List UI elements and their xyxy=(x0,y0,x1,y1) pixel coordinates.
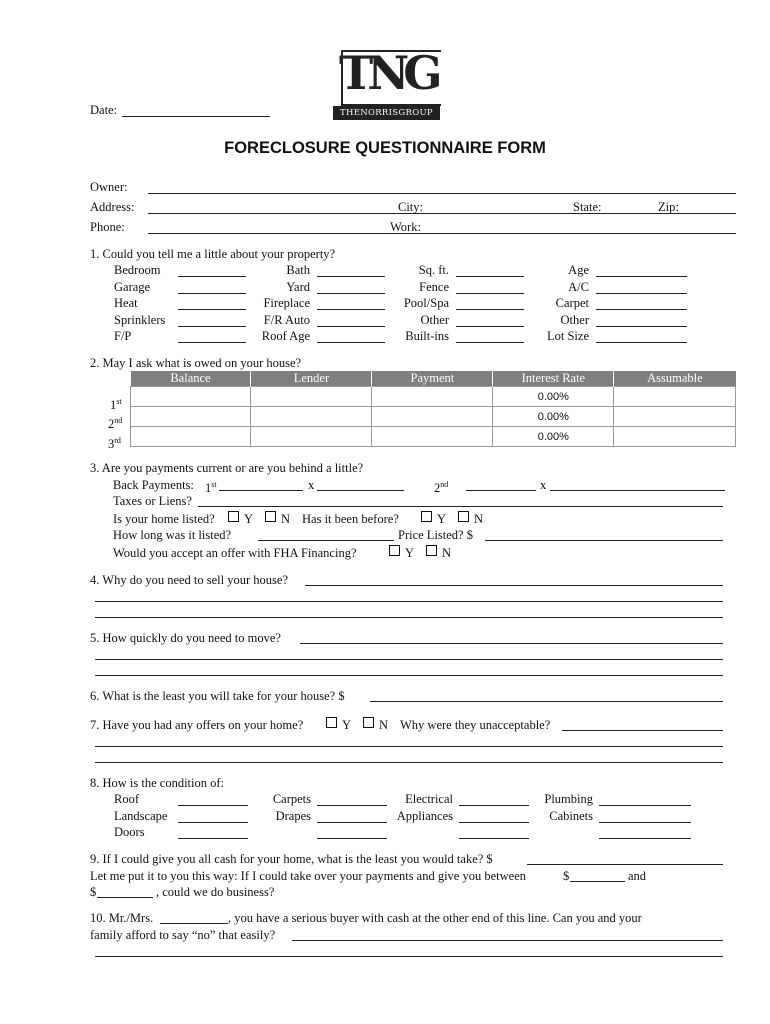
q7-question: 7. Have you had any offers on your home? xyxy=(90,718,304,732)
form-title: FORECLOSURE QUESTIONNAIRE FORM xyxy=(224,139,546,157)
q1-item-field[interactable] xyxy=(317,309,385,310)
q7-field[interactable] xyxy=(95,746,723,747)
address-label: Address: xyxy=(90,200,135,214)
before-yes-checkbox[interactable] xyxy=(421,511,432,522)
city-label: City: xyxy=(398,200,424,214)
q5-field[interactable] xyxy=(95,675,723,676)
yes-label: Y xyxy=(342,718,352,732)
no-label: N xyxy=(474,512,484,526)
price-listed-label: Price Listed? $ xyxy=(398,528,473,542)
taxes-field[interactable] xyxy=(198,506,723,507)
q9-high-amount-field[interactable] xyxy=(97,897,153,898)
yes-label: Y xyxy=(405,546,415,560)
assumable-cell[interactable] xyxy=(614,407,736,427)
before-no-checkbox[interactable] xyxy=(458,511,469,522)
lender-cell[interactable] xyxy=(251,407,372,427)
offers-yes-checkbox[interactable] xyxy=(326,717,337,728)
q3-question: 3. Are you payments current or are you behind a little? xyxy=(90,461,364,475)
q1-item-field[interactable] xyxy=(178,309,246,310)
zip-label: Zip: xyxy=(658,200,679,214)
q8-item-field[interactable] xyxy=(459,822,529,823)
q8-question: 8. How is the condition of: xyxy=(90,776,225,790)
q1-item-field[interactable] xyxy=(178,326,246,327)
work-label: Work: xyxy=(390,220,421,234)
q1-item-field[interactable] xyxy=(456,293,524,294)
q8-item-label: Plumbing xyxy=(544,792,593,806)
q9-dollar: $ xyxy=(563,869,570,883)
no-label: N xyxy=(281,512,291,526)
q1-item-field[interactable] xyxy=(596,293,687,294)
header-payment: Payment xyxy=(372,371,493,387)
listed-no-checkbox[interactable] xyxy=(265,511,276,522)
q9-line2: Let me put it to you this way: If I could take over your payments and give you between xyxy=(90,869,526,883)
q1-item-label: Lot Size xyxy=(546,329,589,344)
q1-item-label: Roof Age xyxy=(261,329,310,344)
date-field[interactable] xyxy=(122,116,270,117)
no-label: N xyxy=(442,546,452,560)
q8-item-field[interactable] xyxy=(599,838,691,839)
q1-item-field[interactable] xyxy=(596,276,687,277)
interest-cell[interactable]: 0.00% xyxy=(493,407,614,427)
q9-low-amount-field[interactable] xyxy=(570,881,625,882)
q1-item-label: A/C xyxy=(568,279,589,294)
yes-label: Y xyxy=(244,512,254,526)
q8-item-field[interactable] xyxy=(178,822,248,823)
how-long-field[interactable] xyxy=(258,540,394,541)
header-assumable: Assumable xyxy=(614,371,736,387)
q1-item-label: Bedroom xyxy=(114,263,161,277)
header-balance: Balance xyxy=(131,371,251,387)
x-label: x xyxy=(308,478,315,492)
payment-cell[interactable] xyxy=(372,407,493,427)
q8-item-field[interactable] xyxy=(459,838,529,839)
q4-question: 4. Why do you need to sell your house? xyxy=(90,573,288,587)
q1-item-label: Other xyxy=(420,312,449,327)
q1-item-field[interactable] xyxy=(456,309,524,310)
q8-item-label: Cabinets xyxy=(549,808,593,823)
lender-cell[interactable] xyxy=(251,427,372,447)
q1-item-field[interactable] xyxy=(317,326,385,327)
yes-label: Y xyxy=(437,512,447,526)
row-label-2: 2nd xyxy=(108,416,123,432)
q9-field[interactable] xyxy=(527,864,723,865)
table-row xyxy=(131,407,736,427)
back-payments-label: Back Payments: xyxy=(113,478,194,492)
phone-label: Phone: xyxy=(90,220,125,234)
q8-item-field[interactable] xyxy=(599,805,691,806)
table-row xyxy=(131,387,736,407)
q10-part2: , you have a serious buyer with cash at the other end of this line. Can you and your xyxy=(228,911,642,925)
q8-item-field[interactable] xyxy=(317,838,387,839)
offers-no-checkbox[interactable] xyxy=(363,717,374,728)
first-back-payment-field[interactable] xyxy=(219,490,303,491)
q10-part1: 10. Mr./Mrs. xyxy=(90,911,154,925)
q9-line3: , could we do business? xyxy=(156,885,275,899)
x-label: x xyxy=(540,478,547,492)
q8-item-label: Doors xyxy=(114,825,145,840)
second-multiplier-field[interactable] xyxy=(550,490,725,491)
q8-item-label: Roof xyxy=(114,792,139,806)
q8-item-field[interactable] xyxy=(317,822,387,823)
owner-label: Owner: xyxy=(90,180,128,194)
logo-mark-text: TNG xyxy=(339,46,437,100)
q1-item-label: Bath xyxy=(286,263,310,277)
header-interest-rate: Interest Rate xyxy=(493,371,614,387)
listed-yes-checkbox[interactable] xyxy=(228,511,239,522)
q1-item-label: Heat xyxy=(114,296,138,311)
payment-cell[interactable] xyxy=(372,427,493,447)
how-long-label: How long was it listed? xyxy=(113,528,232,542)
q1-item-label: Yard xyxy=(286,279,310,294)
balance-cell[interactable] xyxy=(131,407,251,427)
q1-item-label: F/R Auto xyxy=(263,312,310,327)
q4-field[interactable] xyxy=(95,617,723,618)
q6-question: 6. What is the least you will take for your house? $ xyxy=(90,689,345,703)
interest-cell[interactable]: 0.00% xyxy=(493,387,614,407)
mortgage-table xyxy=(130,371,736,447)
interest-cell[interactable]: 0.00% xyxy=(493,427,614,447)
q1-item-field[interactable] xyxy=(456,276,524,277)
q9-question: 9. If I could give you all cash for your home, what is the least you would take? $ xyxy=(90,852,493,866)
q8-item-label: Landscape xyxy=(114,808,168,823)
q1-item-field[interactable] xyxy=(178,342,246,343)
q6-field[interactable] xyxy=(370,701,723,702)
phone-field[interactable] xyxy=(148,233,736,234)
address-field[interactable] xyxy=(148,213,736,214)
q1-item-label: Fence xyxy=(419,279,449,294)
q1-item-label: Garage xyxy=(114,279,151,294)
assumable-cell[interactable] xyxy=(614,427,736,447)
q7-field[interactable] xyxy=(562,730,723,731)
q8-item-label: Appliances xyxy=(396,808,453,823)
fha-label: Would you accept an offer with FHA Financing? xyxy=(113,546,357,560)
been-before-label: Has it been before? xyxy=(302,512,399,526)
assumable-cell[interactable] xyxy=(614,387,736,407)
q1-item-field[interactable] xyxy=(596,342,687,343)
q1-item-label: Carpet xyxy=(555,296,589,311)
second-label: 2nd xyxy=(434,480,449,496)
fha-yes-checkbox[interactable] xyxy=(389,545,400,556)
company-logo xyxy=(333,44,440,120)
q4-field[interactable] xyxy=(95,601,723,602)
q1-item-label: Sq. ft. xyxy=(418,263,449,277)
row-label-3: 3rd xyxy=(108,436,121,452)
listed-label: Is your home listed? xyxy=(113,512,215,526)
q1-item-field[interactable] xyxy=(178,293,246,294)
q1-item-label: Fireplace xyxy=(263,296,310,311)
logo-mark xyxy=(333,44,440,106)
q1-item-field[interactable] xyxy=(456,326,524,327)
table-row xyxy=(131,427,736,447)
taxes-label: Taxes or Liens? xyxy=(113,494,192,508)
q10-field[interactable] xyxy=(95,956,723,957)
q1-item-field[interactable] xyxy=(317,342,385,343)
q5-field[interactable] xyxy=(95,659,723,660)
q2-question: 2. May I ask what is owed on your house? xyxy=(90,356,302,370)
owner-field[interactable] xyxy=(148,193,736,194)
q8-item-field[interactable] xyxy=(599,822,691,823)
payment-cell[interactable] xyxy=(372,387,493,407)
balance-cell[interactable] xyxy=(131,427,251,447)
logo-company-name: THENORRISGROUP xyxy=(333,106,440,120)
q10-field[interactable] xyxy=(292,940,723,941)
q9-dollar: $ xyxy=(90,885,97,899)
q8-item-label: Electrical xyxy=(405,792,453,806)
q1-item-field[interactable] xyxy=(456,342,524,343)
q1-item-field[interactable] xyxy=(596,326,687,327)
q5-question: 5. How quickly do you need to move? xyxy=(90,631,281,645)
balance-cell[interactable] xyxy=(131,387,251,407)
row-label-1: 1st xyxy=(110,397,122,413)
lender-cell[interactable] xyxy=(251,387,372,407)
second-back-payment-field[interactable] xyxy=(466,490,536,491)
first-multiplier-field[interactable] xyxy=(317,490,404,491)
q1-item-field[interactable] xyxy=(178,276,246,277)
q8-item-label: Carpets xyxy=(272,792,311,806)
q1-item-label: Built-ins xyxy=(405,329,449,344)
q8-item-field[interactable] xyxy=(178,838,248,839)
price-listed-field[interactable] xyxy=(485,540,723,541)
q8-item-field[interactable] xyxy=(178,805,248,806)
state-label: State: xyxy=(573,200,602,214)
q8-item-label: Drapes xyxy=(275,808,311,823)
q5-field[interactable] xyxy=(300,643,723,644)
why-unacceptable-label: Why were they unacceptable? xyxy=(400,718,551,732)
header-lender: Lender xyxy=(251,371,372,387)
q1-item-field[interactable] xyxy=(596,309,687,310)
date-label: Date: xyxy=(90,103,118,117)
q9-and: and xyxy=(628,869,647,883)
q8-item-field[interactable] xyxy=(459,805,529,806)
fha-no-checkbox[interactable] xyxy=(426,545,437,556)
q10-line2: family afford to say “no” that easily? xyxy=(90,928,276,942)
q1-item-field[interactable] xyxy=(317,293,385,294)
q10-name-field[interactable] xyxy=(160,923,228,924)
no-label: N xyxy=(379,718,389,732)
q1-item-label: Age xyxy=(568,263,589,277)
q1-item-label: Sprinklers xyxy=(114,312,166,327)
q1-item-label: Pool/Spa xyxy=(403,296,449,311)
q1-item-label: F/P xyxy=(114,329,132,344)
q1-question: 1. Could you tell me a little about your property? xyxy=(90,247,336,261)
q1-item-field[interactable] xyxy=(317,276,385,277)
q8-item-field[interactable] xyxy=(317,805,387,806)
q1-item-label: Other xyxy=(560,312,589,327)
q7-field[interactable] xyxy=(95,762,723,763)
first-label: 1st xyxy=(205,480,217,496)
q4-field[interactable] xyxy=(305,585,723,586)
